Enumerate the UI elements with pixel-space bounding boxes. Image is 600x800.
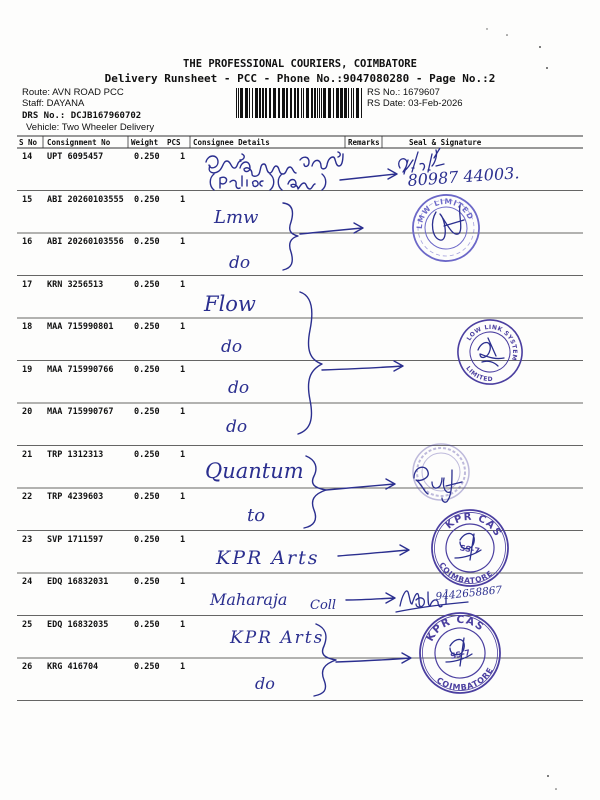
handwritten-phone-row-14: 80987 44003.: [406, 163, 520, 190]
cell-s-no: 25: [22, 619, 33, 630]
stamp-flowlink-top-text: FLOW LINK SYSTEMS: [465, 323, 519, 362]
hand-drawn-arrow: [300, 223, 363, 234]
stamp-kpr-1-center-text: SS-7: [459, 543, 481, 556]
hand-drawn-arrow: [340, 169, 397, 180]
cell-consignment-no: TRP 4239603: [47, 492, 104, 502]
cell-pcs: 1: [180, 364, 186, 375]
stamp-kpr-1-bottom-text: COIMBATORE: [437, 560, 495, 586]
table-row: [0, 237, 600, 249]
cell-s-no: 26: [22, 662, 33, 672]
cell-pcs: 1: [180, 662, 186, 672]
cell-weight: 0.250: [134, 152, 160, 162]
barcode-bar: [252, 88, 253, 118]
column-header-pcs: PCS: [167, 138, 181, 147]
cell-weight: 0.250: [134, 492, 160, 502]
cell-weight: 0.250: [134, 279, 160, 290]
barcode-bar: [278, 88, 280, 118]
cell-pcs: 1: [180, 194, 186, 205]
barcode-bar: [240, 88, 243, 118]
cell-s-no: 18: [22, 322, 33, 332]
handwritten-ditto-row-16: do: [229, 253, 251, 273]
handwritten-consignee-row-24: Maharaja: [210, 590, 288, 609]
column-header-consignment-no: Consignment No: [47, 138, 111, 147]
cell-pcs: 1: [180, 449, 186, 460]
cell-s-no: 15: [22, 194, 33, 205]
table-row: [0, 280, 600, 292]
cell-consignment-no: KRN 3256513: [47, 279, 104, 290]
cell-pcs: 1: [180, 492, 186, 502]
cell-consignment-no: UPT 6095457: [47, 152, 104, 162]
handwritten-ditto-row-22: to: [247, 505, 266, 526]
cell-pcs: 1: [180, 534, 186, 545]
rs-date: RS Date: 03-Feb-2026: [367, 98, 463, 109]
barcode-bar: [262, 88, 264, 118]
hand-drawn-brace: [314, 624, 336, 696]
barcode-bar: [321, 88, 322, 118]
barcode-bar: [259, 88, 261, 118]
handwritten-consignee-row-17: Flow: [204, 292, 256, 316]
cell-pcs: 1: [180, 407, 186, 417]
hand-drawn-arrow: [338, 545, 409, 556]
barcode-bar: [344, 88, 347, 118]
barcode-bar: [311, 88, 313, 118]
table-row: [0, 662, 600, 674]
cell-consignment-no: SVP 1711597: [47, 534, 104, 545]
handwritten-phone-row-24: 9442658867: [435, 584, 503, 603]
cell-s-no: 22: [22, 492, 33, 502]
barcode-bar: [306, 88, 309, 118]
barcode-bar: [323, 88, 326, 118]
column-header-remarks: Remarks: [348, 138, 380, 147]
stamp-kpr-2-center-text: SS-7: [449, 647, 472, 661]
barcode-bar: [290, 88, 292, 118]
cell-s-no: 16: [22, 237, 33, 247]
cell-pcs: 1: [180, 322, 186, 332]
table-row: [0, 577, 600, 589]
cell-pcs: 1: [180, 152, 186, 162]
barcode-bar: [333, 88, 334, 118]
handwritten-consignee-row-25: KPR Arts: [230, 628, 325, 648]
barcode-bar: [297, 88, 299, 118]
cell-weight: 0.250: [134, 407, 160, 417]
cell-s-no: 20: [22, 407, 33, 417]
barcode-bar: [282, 88, 285, 118]
handwritten-consignee-row-21: Quantum: [205, 459, 304, 483]
barcode-bar: [286, 88, 288, 118]
column-header-weight: Weight: [131, 138, 159, 147]
cell-weight: 0.250: [134, 364, 160, 375]
company-title: THE PROFESSIONAL COURIERS, COIMBATORE: [183, 58, 417, 70]
svg-text:FLOW LINK SYSTEMS: [44, 0, 600, 363]
barcode-bar: [319, 88, 320, 118]
cell-s-no: 14: [22, 152, 33, 162]
cell-consignment-no: ABI 20260103555: [47, 194, 124, 205]
handwritten-ditto-row-20: do: [226, 417, 248, 437]
table-row: [0, 152, 600, 164]
barcode-bar: [361, 88, 362, 118]
barcode-bar: [336, 88, 339, 118]
stamp-lmw-text: LMW LIMITED: [414, 196, 476, 230]
handwritten-ditto-row-26: do: [255, 674, 275, 693]
cell-s-no: 17: [22, 279, 33, 290]
table-row: [0, 195, 600, 207]
cell-consignment-no: ABI 20260103556: [47, 237, 124, 247]
cell-weight: 0.250: [134, 619, 160, 630]
drs-number: DRS No.: DCJB167960702: [22, 111, 142, 121]
cell-weight: 0.250: [134, 662, 160, 672]
barcode-bar: [245, 88, 248, 118]
barcode-bar: [255, 88, 258, 118]
vehicle-label: Vehicle: Two Wheeler Delivery: [26, 122, 155, 133]
table-row: [0, 535, 600, 547]
cell-consignment-no: TRP 1312313: [47, 449, 104, 460]
barcode-bar: [328, 88, 331, 118]
barcode-bar: [269, 88, 271, 118]
cell-consignment-no: EDQ 16832035: [47, 619, 109, 630]
barcode-bar: [348, 88, 349, 118]
cell-weight: 0.250: [134, 534, 160, 545]
table-row: [0, 322, 600, 334]
column-header-s-no: S No: [19, 138, 38, 147]
column-header-seal-signature: Seal & Signature: [409, 138, 482, 147]
signature-row-24: [396, 590, 468, 612]
route-label: Route: AVN ROAD PCC: [22, 87, 124, 98]
barcode-bar: [273, 88, 276, 118]
table-row: [0, 365, 600, 377]
signature-flowlink: [478, 338, 504, 366]
barcode-bar: [236, 88, 237, 118]
table-row: [0, 620, 600, 632]
cell-consignment-no: MAA 715990767: [47, 407, 114, 417]
barcode-bar: [301, 88, 302, 118]
cell-s-no: 23: [22, 534, 33, 545]
cell-weight: 0.250: [134, 194, 160, 205]
barcode-bar: [351, 88, 352, 118]
stamp-kpr-2-top-text: KPR CAS: [423, 613, 487, 644]
cell-s-no: 19: [22, 364, 33, 375]
barcode-bar: [340, 88, 343, 118]
barcode-bar: [249, 88, 250, 118]
barcode-bar: [356, 88, 359, 118]
cell-consignment-no: MAA 715990766: [47, 364, 114, 375]
barcode-bar: [317, 88, 318, 118]
cell-weight: 0.250: [134, 237, 160, 247]
barcode-bar: [353, 88, 354, 118]
cell-consignment-no: KRG 416704: [47, 662, 99, 672]
rs-number: RS No.: 1679607: [367, 87, 440, 98]
table-row: [0, 450, 600, 462]
cell-s-no: 21: [22, 449, 33, 460]
barcode: [236, 88, 363, 118]
cell-consignment-no: EDQ 16832031: [47, 577, 109, 587]
staff-label: Staff: DAYANA: [22, 98, 85, 109]
barcode-bar: [265, 88, 267, 118]
column-header-consignee-details: Consignee Details: [193, 138, 270, 147]
hand-drawn-arrow: [346, 593, 395, 603]
handwritten-tamil-note: [210, 174, 326, 190]
cell-s-no: 24: [22, 577, 33, 587]
cell-consignment-no: MAA 715990801: [47, 322, 114, 332]
barcode-bar: [238, 88, 239, 118]
cell-weight: 0.250: [134, 322, 160, 332]
table-row: [0, 407, 600, 419]
handwritten-consignee-row-24-suffix: Coll: [310, 598, 337, 613]
hand-drawn-arrow: [326, 479, 395, 490]
stamp-kpr-2-bottom-text: COIMBATORE: [434, 665, 496, 693]
cell-pcs: 1: [180, 237, 186, 247]
cell-pcs: 1: [180, 577, 186, 587]
signature-lmw: [433, 206, 464, 240]
stamp-flowlink-bottom-text: LIMITED: [464, 365, 494, 384]
handwritten-ditto-row-18: do: [221, 337, 243, 357]
handwritten-ditto-row-19: do: [228, 378, 250, 398]
runsheet-subtitle: Delivery Runsheet - PCC - Phone No.:9047080280 - Page No.:2: [104, 72, 496, 85]
cell-pcs: 1: [180, 279, 186, 290]
handwritten-consignee-row-15: Lmw: [214, 207, 259, 228]
cell-weight: 0.250: [134, 449, 160, 460]
barcode-bar: [303, 88, 304, 118]
cell-pcs: 1: [180, 619, 186, 630]
stamp-kpr-1-top-text: KPR CAS: [443, 511, 504, 540]
cell-weight: 0.250: [134, 577, 160, 587]
table-row: [0, 492, 600, 504]
barcode-bar: [314, 88, 316, 118]
handwritten-consignee-row-23: KPR Arts: [216, 547, 320, 569]
barcode-bar: [294, 88, 296, 118]
